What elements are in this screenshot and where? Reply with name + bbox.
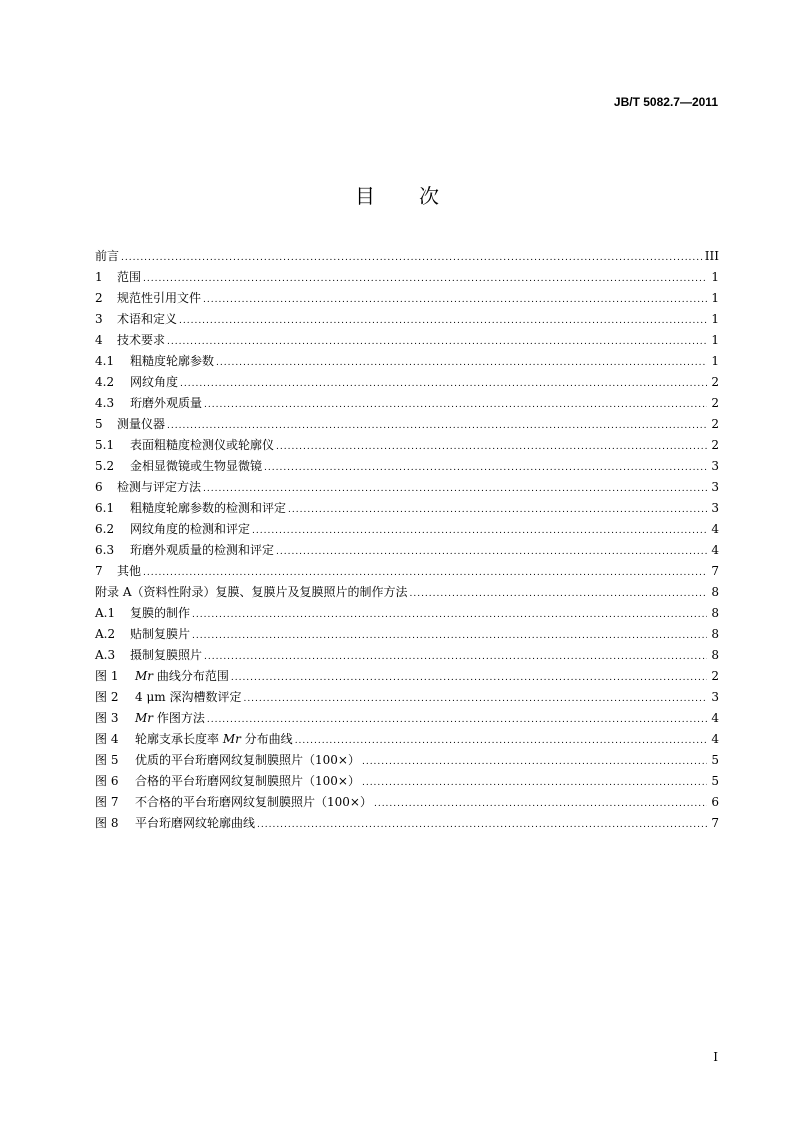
toc-entry-label-text: 作图方法 [153, 711, 205, 725]
toc-entry-number: A.2 [95, 627, 116, 641]
toc-entry[interactable] [95, 771, 719, 792]
toc-entry[interactable] [95, 498, 719, 519]
toc-leader-dots [192, 624, 707, 647]
toc-entry-label: 平台珩磨网纹轮廓曲线 [135, 816, 256, 830]
toc-entry-number: 4 [95, 333, 103, 347]
toc-entry-label: 网纹角度 [130, 375, 179, 389]
toc-entry[interactable] [95, 729, 719, 750]
toc-entry-number: 图 5 [95, 753, 119, 767]
toc-entry-number: 图 6 [95, 774, 119, 788]
toc-entry-page: 5 [711, 774, 719, 788]
toc-entry-page: III [704, 249, 719, 263]
toc-leader-dots [276, 540, 707, 563]
toc-entry[interactable] [95, 582, 719, 603]
toc-leader-dots [207, 708, 707, 731]
toc-entry-page: 5 [711, 753, 719, 767]
toc-entry-number: 7 [95, 564, 103, 578]
toc-entry-number: 1 [95, 270, 103, 284]
toc-entry-label: 前言 [95, 249, 120, 263]
toc-entry-page: 3 [711, 690, 719, 704]
toc-leader-dots [288, 498, 707, 521]
toc-entry-label: 金相显微镜或生物显微镜 [130, 459, 263, 473]
toc-entry-label: 粗糙度轮廓参数的检测和评定 [130, 501, 287, 515]
toc-leader-dots [362, 750, 707, 773]
toc-entry-number: 2 [95, 291, 103, 305]
toc-entry-number: A.1 [95, 606, 116, 620]
toc-entry-label: 珩磨外观质量 [130, 396, 203, 410]
toc-entry[interactable] [95, 645, 719, 666]
toc-entry[interactable] [95, 813, 719, 834]
toc-entry[interactable] [95, 603, 719, 624]
toc-entry-number: 3 [95, 312, 103, 326]
toc-entry[interactable] [95, 750, 719, 771]
toc-entry[interactable] [95, 393, 719, 414]
toc-entry-symbol: Mr [222, 732, 241, 746]
toc-leader-dots [231, 666, 707, 689]
toc-entry-number: 4.3 [95, 396, 115, 410]
toc-entry-symbol: Mr [135, 711, 154, 725]
toc-entry-label: 技术要求 [117, 333, 166, 347]
toc-entry-number: 4.1 [95, 354, 115, 368]
page-title [0, 180, 794, 209]
toc-entry-number: 图 4 [95, 732, 119, 746]
toc-leader-dots [276, 435, 707, 458]
toc-entry-page: 8 [711, 585, 719, 599]
toc-entry[interactable] [95, 792, 719, 813]
toc-leader-dots [203, 288, 707, 311]
toc-entry[interactable] [95, 624, 719, 645]
toc-leader-dots [179, 309, 707, 332]
toc-leader-dots [192, 603, 707, 626]
toc-entry-number: 图 2 [95, 690, 119, 704]
toc-entry[interactable] [95, 309, 719, 330]
toc-entry-number: 图 1 [95, 669, 119, 683]
toc-leader-dots [203, 477, 707, 500]
toc-entry[interactable] [95, 477, 719, 498]
toc-leader-dots [264, 456, 707, 479]
toc-entry-label: 表面粗糙度检测仪或轮廓仪 [130, 438, 275, 452]
toc-entry-label-text: 分布曲线 [240, 732, 293, 746]
toc-entry-page: 7 [711, 816, 719, 830]
toc-entry[interactable] [95, 456, 719, 477]
table-of-contents [95, 246, 719, 834]
toc-entry-number: A.3 [95, 648, 116, 662]
toc-entry-label: 摄制复膜照片 [130, 648, 203, 662]
toc-entry-label: 粗糙度轮廓参数 [130, 354, 215, 368]
title-char-2: 次 [419, 184, 439, 208]
toc-entry-page: 1 [711, 354, 719, 368]
toc-entry-label: 珩磨外观质量的检测和评定 [130, 543, 275, 557]
toc-entry-number: 图 3 [95, 711, 119, 725]
document-code: JB/T 5082.7—2011 [613, 95, 718, 109]
toc-entry[interactable] [95, 372, 719, 393]
toc-entry-page: 4 [711, 732, 719, 746]
toc-entry-number: 5.2 [95, 459, 115, 473]
toc-entry-page: 4 [711, 711, 719, 725]
toc-entry-number: 6.3 [95, 543, 115, 557]
toc-entry-label [135, 708, 205, 729]
toc-leader-dots [409, 582, 707, 605]
toc-entry-page: 2 [711, 438, 719, 452]
toc-leader-dots [362, 771, 707, 794]
toc-entry-label: 术语和定义 [117, 312, 178, 326]
toc-entry-label: 复膜的制作 [130, 606, 191, 620]
toc-leader-dots [204, 645, 707, 668]
toc-entry-page: 4 [711, 543, 719, 557]
toc-entry-label: 其他 [117, 564, 142, 578]
toc-entry-page: 1 [711, 291, 719, 305]
toc-entry-number: 5.1 [95, 438, 115, 452]
toc-entry-number: 5 [95, 417, 103, 431]
toc-leader-dots [295, 729, 707, 752]
toc-entry-label: 贴制复膜片 [130, 627, 191, 641]
title-char-1: 目 [355, 184, 375, 208]
toc-entry-label [135, 666, 229, 687]
toc-entry-page: 1 [711, 270, 719, 284]
toc-leader-dots [216, 351, 707, 374]
toc-entry-number: 6.1 [95, 501, 115, 515]
toc-entry-page: 2 [711, 417, 719, 431]
toc-entry-page: 3 [711, 480, 719, 494]
toc-leader-dots [204, 393, 707, 416]
toc-entry-number: 4.2 [95, 375, 115, 389]
toc-entry-page: 3 [711, 459, 719, 473]
toc-entry[interactable] [95, 708, 719, 729]
toc-entry-page: 1 [711, 333, 719, 347]
toc-leader-dots [243, 687, 707, 710]
toc-entry-page: 2 [711, 396, 719, 410]
toc-entry[interactable] [95, 288, 719, 309]
page-number: I [713, 1050, 718, 1064]
toc-entry[interactable] [95, 246, 719, 267]
toc-leader-dots [121, 246, 703, 269]
toc-entry-label: 合格的平台珩磨网纹复制膜照片（100×） [135, 774, 360, 788]
toc-entry[interactable] [95, 351, 719, 372]
toc-entry-label: 范围 [117, 270, 142, 284]
toc-entry-number: 图 7 [95, 795, 119, 809]
toc-entry-label [135, 729, 293, 750]
toc-leader-dots [167, 330, 707, 353]
toc-entry[interactable] [95, 414, 719, 435]
toc-entry-label: 检测与评定方法 [117, 480, 202, 494]
toc-entry-symbol: Mr [135, 669, 154, 683]
toc-entry-page: 3 [711, 501, 719, 515]
toc-entry-page: 2 [711, 375, 719, 389]
toc-leader-dots [143, 561, 707, 584]
toc-entry[interactable] [95, 519, 719, 540]
toc-entry[interactable] [95, 435, 719, 456]
toc-leader-dots [252, 519, 707, 542]
toc-entry-label: 附录 A（资料性附录）复膜、复膜片及复膜照片的制作方法 [95, 585, 408, 599]
toc-entry-page: 8 [711, 606, 719, 620]
toc-entry-number: 6 [95, 480, 103, 494]
toc-entry-label-text: 轮廓支承长度率 [135, 732, 223, 746]
toc-entry-label: 不合格的平台珩磨网纹复制膜照片（100×） [135, 795, 372, 809]
toc-entry[interactable] [95, 540, 719, 561]
toc-entry-page: 6 [711, 795, 719, 809]
toc-entry-page: 7 [711, 564, 719, 578]
toc-entry-number: 图 8 [95, 816, 119, 830]
toc-entry-page: 1 [711, 312, 719, 326]
toc-entry-page: 8 [711, 627, 719, 641]
toc-entry[interactable] [95, 561, 719, 582]
toc-entry-page: 8 [711, 648, 719, 662]
toc-entry-label: 4 μm 深沟槽数评定 [135, 690, 242, 704]
toc-leader-dots [257, 813, 707, 836]
toc-entry[interactable] [95, 330, 719, 351]
toc-entry-label: 测量仪器 [117, 417, 166, 431]
toc-entry-page: 4 [711, 522, 719, 536]
toc-entry-page: 2 [711, 669, 719, 683]
toc-entry-label: 规范性引用文件 [117, 291, 202, 305]
toc-entry-label-text: 曲线分布范围 [153, 669, 229, 683]
toc-leader-dots [143, 267, 707, 290]
toc-entry-number: 6.2 [95, 522, 115, 536]
toc-entry-label: 优质的平台珩磨网纹复制膜照片（100×） [135, 753, 360, 767]
toc-entry[interactable] [95, 666, 719, 687]
toc-entry[interactable] [95, 267, 719, 288]
toc-entry-label: 网纹角度的检测和评定 [130, 522, 251, 536]
toc-leader-dots [374, 792, 707, 815]
toc-leader-dots [180, 372, 707, 395]
toc-entry[interactable] [95, 687, 719, 708]
toc-leader-dots [167, 414, 707, 437]
